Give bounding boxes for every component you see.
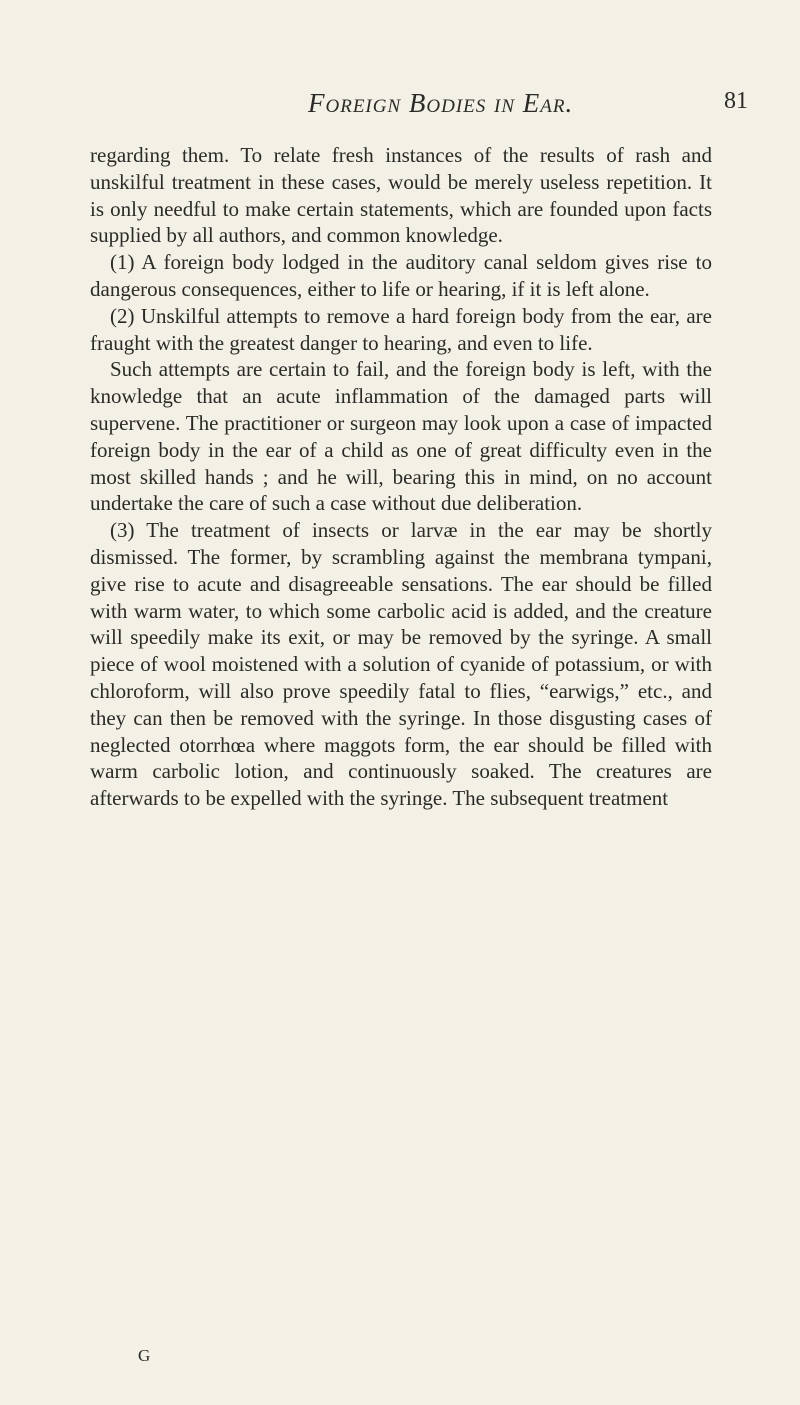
paragraph-such-attempts: Such attempts are certain to fail, and the foreign body is left, with the knowledge that an acute inflammation of the damaged parts will supervene. The practitioner or surgeon may look upon a case of impacted foreign body in the ear of a child as one of great difficulty even in the most skilled hands ; and he will, bearing this in mind, on no account undertake the care of such a case without due deliberation. — [90, 357, 712, 516]
body-text — [90, 142, 712, 812]
page-number: 81 — [724, 88, 748, 114]
signature-mark: G — [138, 1346, 151, 1365]
paragraph-continued: regarding them. To relate fresh instances of the results of rash and unskilful treatment in these cases, would be merely useless repetition. It is only needful to make certain statements, which are founded upon facts supplied by all authors, and common knowledge. — [90, 143, 712, 248]
paragraph-point-1: (1) A foreign body lodged in the auditory canal seldom gives rise to dangerous consequences, either to life or hearing, if it is left alone. — [90, 250, 712, 301]
running-title: Foreign Bodies in Ear. — [308, 88, 574, 118]
paragraph-point-3: (3) The treatment of insects or larvæ in the ear may be shortly dismissed. The former, by scrambling against the membrana tympani, give rise to acute and disagreeable sensations. The ear should be filled with warm water, to which some carbolic acid is added, and the creature will speedily make its exit, or may be removed by the syringe. A small piece of wool moistened with a solution of cyanide of potassium, or with chloroform, will also prove speedily fatal to flies, “earwigs,” etc., and they can then be removed with the syringe. In those disgusting cases of neglected otorrhœa where maggots form, the ear should be filled with warm carbolic lotion, and continuously soaked. The creatures are afterwards to be expelled with the syringe. The subsequent treatment — [90, 518, 712, 811]
running-header — [0, 88, 800, 128]
paragraph-point-2: (2) Unskilful attempts to remove a hard foreign body from the ear, are fraught with the greatest danger to hearing, and even to life. — [90, 303, 712, 355]
